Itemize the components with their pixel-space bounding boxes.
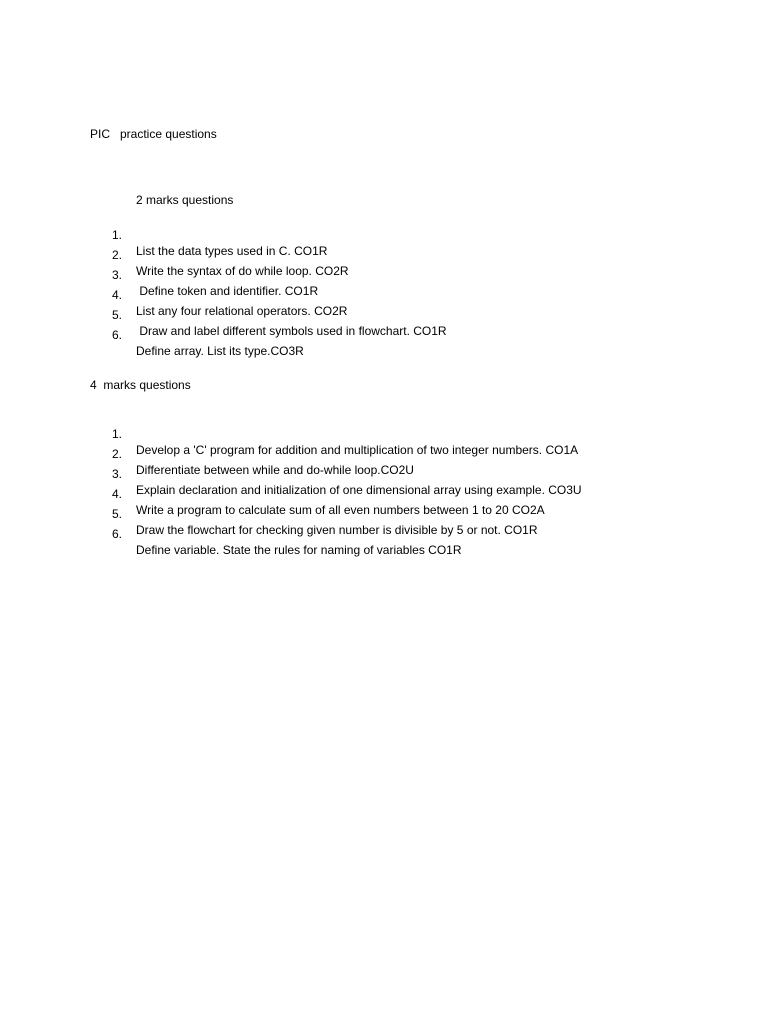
question-text: List the data types used in C. CO1R [136,244,328,258]
question-number: 1. [112,427,123,441]
question-number: 2. [112,447,123,461]
question-text: Differentiate between while and do-while loop.CO2U [136,463,414,477]
question-text: Write a program to calculate sum of all even numbers between 1 to 20 CO2A [136,503,545,517]
question-text: Define variable. State the rules for naming of variables CO1R [136,543,462,557]
question-number: 1. [112,228,123,242]
section-heading-4-marks: 4 marks questions [90,378,191,392]
question-number: 4. [112,487,123,501]
question-text: Draw and label different symbols used in flowchart. CO1R [136,324,447,338]
question-number: 4. [112,288,123,302]
question-number: 5. [112,308,123,322]
question-text: Define array. List its type.CO3R [136,344,304,358]
list-item [0,410,579,457]
question-number: 3. [112,268,123,282]
list-item [0,211,328,258]
question-number: 3. [112,467,123,481]
question-text: Draw the flowchart for checking given number is divisible by 5 or not. CO1R [136,523,538,537]
question-text: Write the syntax of do while loop. CO2R [136,264,349,278]
question-number: 6. [112,527,123,541]
question-text: Develop a 'C' program for addition and multiplication of two integer numbers. CO1A [136,443,579,457]
question-list-2-marks [0,211,447,358]
question-number: 5. [112,507,123,521]
question-text: Define token and identifier. CO1R [136,284,319,298]
question-number: 2. [112,248,123,262]
question-text: List any four relational operators. CO2R [136,304,348,318]
question-list-4-marks [0,410,582,557]
question-number: 6. [112,328,123,342]
question-text: Explain declaration and initialization of one dimensional array using example. CO3U [136,483,582,497]
section-heading-2-marks: 2 marks questions [136,193,234,207]
document-title: PIC practice questions [90,127,217,141]
